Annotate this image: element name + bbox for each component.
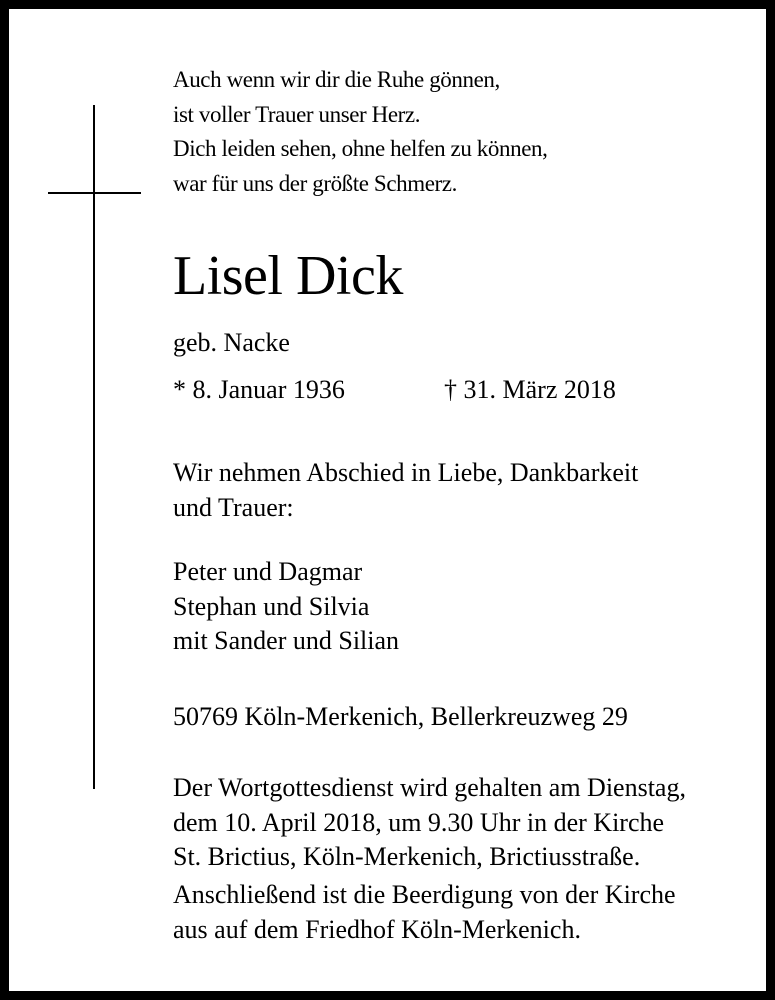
cross-icon-horizontal-bar [48,192,141,194]
birth-date: * 8. Januar 1936 [173,375,345,404]
farewell-text [173,456,638,525]
memorial-poem [173,63,547,201]
service-line: St. Brictius, Köln-Merkenich, Brictiusstraße. [173,842,641,871]
family-line: Stephan und Silvia [173,591,370,621]
family-list [173,555,399,659]
poem-line: Dich leiden sehen, ohne helfen zu können, [173,136,548,161]
family-line: mit Sander und Silian [173,626,400,655]
service-line: Der Wortgottesdienst wird gehalten am Dienstag, [173,773,686,802]
farewell-line: Wir nehmen Abschied in Liebe, Dankbarkeit [173,458,639,487]
burial-line: Anschließend ist die Beerdigung von der Kirche [173,880,676,909]
family-line: Peter und Dagmar [173,557,363,586]
death-date: † 31. März 2018 [444,375,616,404]
poem-line: Auch wenn wir dir die Ruhe gönnen, [173,67,500,92]
birth-name: geb. Nacke [173,328,290,357]
family-address: 50769 Köln-Merkenich, Bellerkreuzweg 29 [173,702,628,731]
burial-info [173,878,676,947]
burial-line: aus auf dem Friedhof Köln-Merkenich. [173,914,581,944]
service-line: dem 10. April 2018, um 9.30 Uhr in der Kirche [173,807,665,837]
service-info [173,771,686,875]
poem-line: ist voller Trauer unser Herz. [173,101,421,127]
farewell-line: und Trauer: [173,492,294,522]
cross-icon-vertical-bar [93,105,95,789]
deceased-name: Lisel Dick [173,245,403,307]
poem-line: war für uns der größte Schmerz. [173,170,457,196]
